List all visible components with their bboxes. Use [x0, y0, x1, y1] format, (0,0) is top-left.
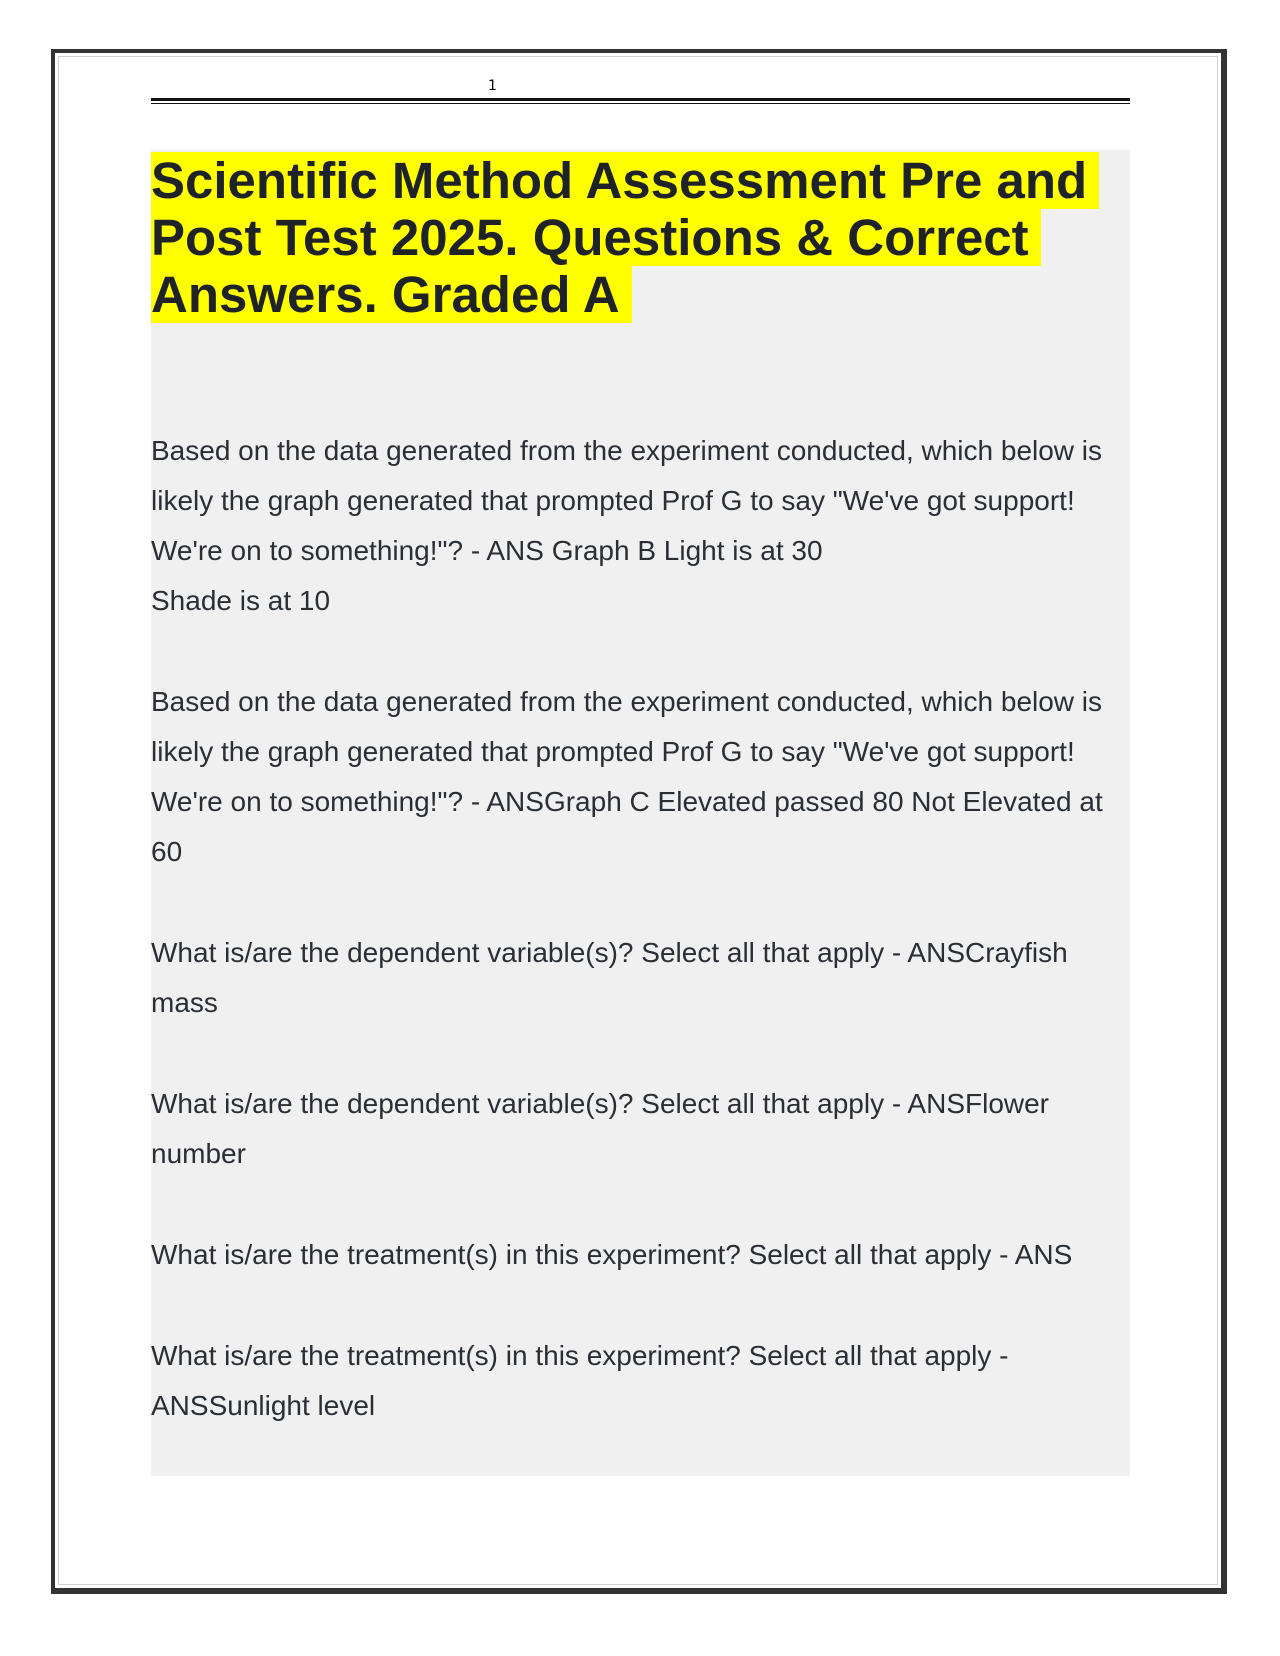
- title-highlight: Scientific Method Assessment Pre and Post Test 2025. Questions & Correct Answers. Graded A: [151, 152, 1099, 323]
- qa-item-text: What is/are the treatment(s) in this experiment? Select all that apply - ANSSunlight level: [151, 1340, 1015, 1421]
- document-title: [151, 150, 1130, 323]
- qa-item-text: Based on the data generated from the experiment conducted, which below is likely the graph generated that prompted Prof G to say "We've got support! We're on to something!"? - ANSGraph C Elevated passed 80 Not Elevated at 60: [151, 686, 1111, 867]
- qa-item: [151, 426, 1130, 626]
- qa-item: [151, 928, 1130, 1028]
- qa-item: [151, 1079, 1130, 1179]
- qa-item-text: What is/are the treatment(s) in this experiment? Select all that apply - ANS: [151, 1239, 1073, 1270]
- qa-item-text: Based on the data generated from the experiment conducted, which below is likely the graph generated that prompted Prof G to say "We've got support! We're on to something!"? - ANS Graph B Light is at 30 Shade is at 10: [151, 435, 1103, 616]
- qa-item-text: What is/are the dependent variable(s)? Select all that apply - ANSFlower number: [151, 1088, 1057, 1169]
- qa-list: [151, 426, 1130, 1431]
- qa-item-text: What is/are the dependent variable(s)? Select all that apply - ANSCrayfish mass: [151, 937, 1076, 1018]
- header-rule-thin: [151, 103, 1130, 104]
- page-number: 1: [488, 78, 497, 94]
- qa-item: [151, 1331, 1130, 1431]
- document-body: [151, 150, 1130, 1476]
- qa-item: [151, 677, 1130, 877]
- qa-item: [151, 1230, 1130, 1280]
- header-rule: [151, 98, 1130, 101]
